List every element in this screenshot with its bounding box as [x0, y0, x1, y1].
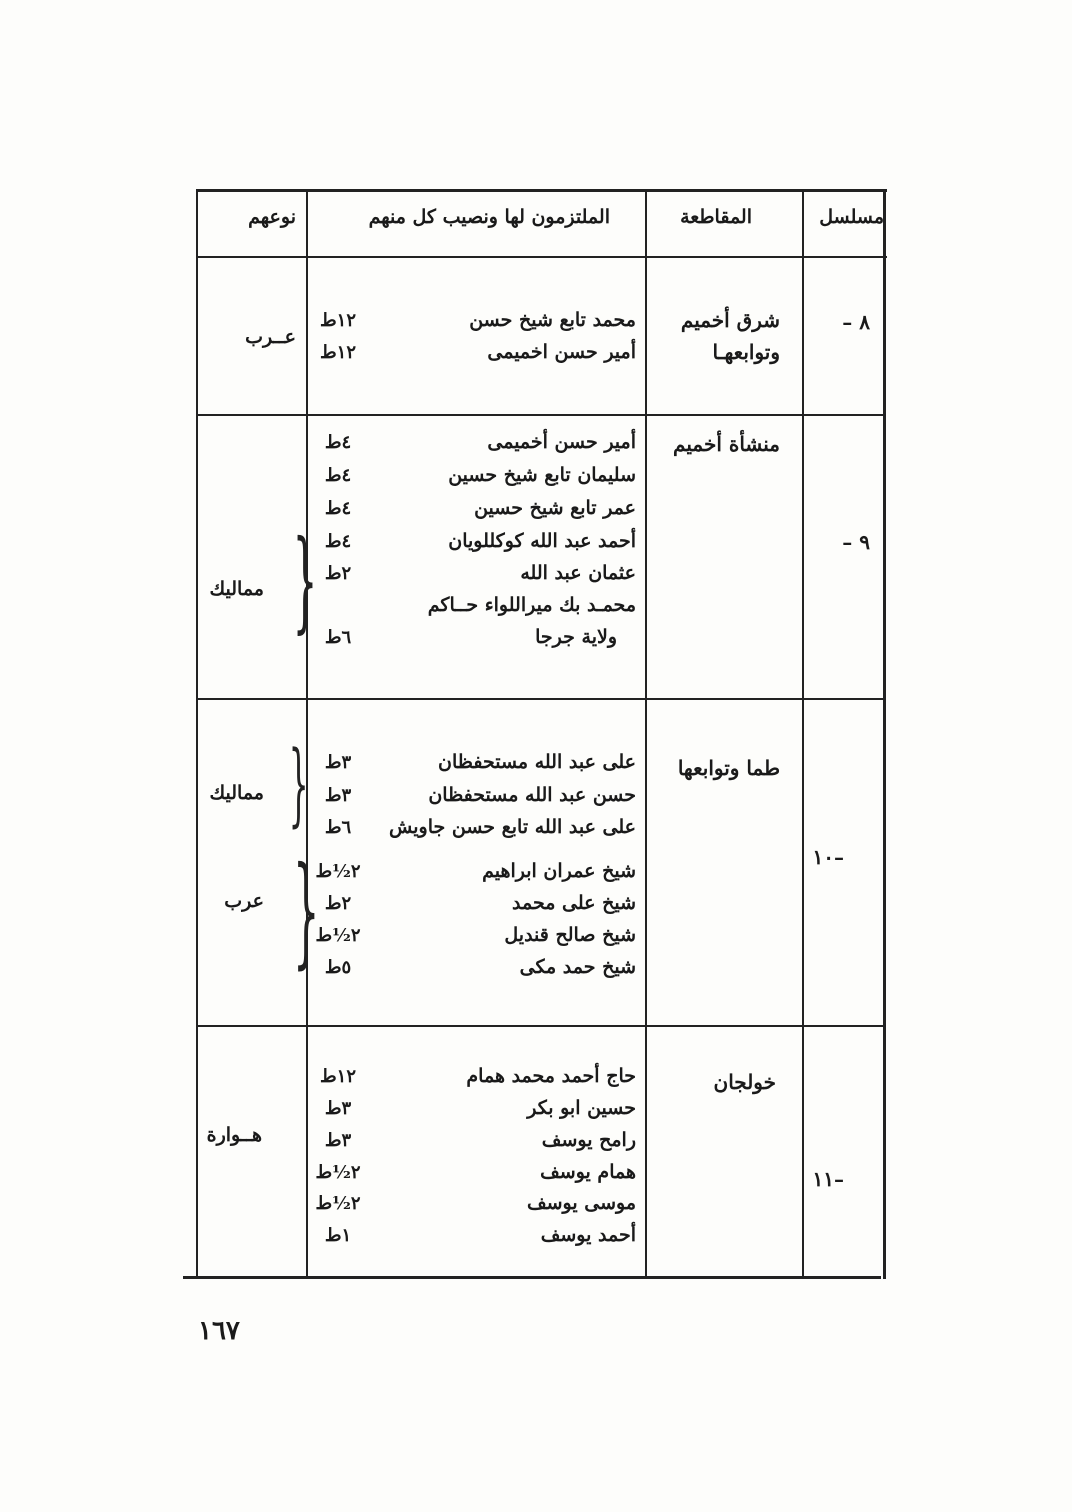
holder-share: ٣ط — [324, 1098, 352, 1119]
row-district-line: شرق أخميم — [680, 308, 780, 332]
row-serial: ٨ – — [842, 310, 870, 334]
holder-share: ٣ط — [324, 785, 352, 806]
holder-name: سليمان تابع شيخ حسين — [448, 464, 636, 486]
holder-name: رامح يوسف — [541, 1129, 636, 1151]
holder-name: على عبد الله مستحفظان — [438, 751, 636, 773]
holder-share: ٦ط — [324, 817, 352, 838]
holder-share: ٢ط — [324, 893, 352, 914]
holder-share: ١٢ط — [320, 342, 356, 363]
column-divider-serial — [802, 189, 804, 1279]
table-border-right — [883, 189, 886, 1279]
holder-share: ١٢ط — [320, 310, 356, 331]
holder-name: على عبد الله تابع حسن جاويش — [389, 816, 636, 838]
holder-name: أمير حسن اخميمى — [487, 341, 636, 363]
holder-name: همام يوسف — [540, 1161, 636, 1183]
holder-share: ١٢ط — [320, 1066, 356, 1087]
grouping-brace: } — [288, 732, 309, 837]
row-district-line: طما وتوابعها — [677, 756, 780, 780]
holder-name: شيخ عمران ابراهيم — [482, 860, 636, 882]
holder-name: أحمد يوسف — [540, 1224, 636, 1246]
holder-share: ٢½ط — [315, 1193, 361, 1214]
holder-share: ٣ط — [324, 752, 352, 773]
grouping-brace: } — [292, 842, 320, 981]
holder-name: ولاية جرجا — [535, 626, 617, 648]
table-border-bottom — [183, 1276, 881, 1279]
row-divider — [197, 414, 883, 416]
header-type: نوعهم — [248, 206, 296, 228]
holder-name: عثمان عبد الله — [520, 562, 636, 584]
holder-share: ٤ط — [324, 465, 352, 486]
holder-name: محمـد بك ميراللواء حــاكم — [427, 594, 636, 616]
holder-share: ٤ط — [324, 531, 352, 552]
holder-name: حسن عبد الله مستحفظان — [428, 784, 636, 806]
holder-share: ٥ط — [324, 957, 352, 978]
column-divider-district — [645, 189, 647, 1279]
holder-name: عمر تابع شيخ حسين — [474, 497, 636, 519]
holder-type: عــرب — [245, 326, 296, 348]
holder-type: عرب — [224, 890, 264, 912]
holder-share: ١ط — [324, 1225, 352, 1246]
holder-name: شيخ على محمد — [511, 892, 636, 914]
row-divider — [197, 1025, 883, 1027]
holder-type: هــوارة — [206, 1124, 262, 1146]
holder-name: شيخ حمد مكى — [519, 956, 636, 978]
grouping-brace: } — [292, 516, 318, 644]
table-border-top — [197, 189, 887, 192]
row-serial: –١١ — [812, 1167, 844, 1191]
header-holders: الملتزمون لها ونصيب كل منهم — [368, 206, 610, 228]
holder-type: مماليك — [209, 578, 264, 600]
holder-name: أمير حسن أخميمى — [487, 431, 636, 453]
holder-share: ٦ط — [324, 627, 352, 648]
holder-share: ٢½ط — [315, 861, 361, 882]
row-serial: –١٠ — [812, 845, 844, 869]
table-border-left — [196, 189, 198, 1279]
holder-share: ٢½ط — [315, 925, 361, 946]
row-district-line: منشأة أخميم — [673, 432, 780, 456]
holder-name: شيخ صالح قنديل — [504, 924, 636, 946]
holder-name: أحمد عبد الله كوكللويان — [448, 530, 636, 552]
header-divider — [197, 256, 887, 258]
holder-name: حسين ابو بكر — [527, 1097, 636, 1119]
holder-share: ٢½ط — [315, 1162, 361, 1183]
holder-share: ٣ط — [324, 1130, 352, 1151]
header-serial: مسلسل — [819, 206, 884, 228]
holder-name: محمد تابع شيخ حسن — [469, 309, 636, 331]
holder-share: ٤ط — [324, 498, 352, 519]
header-district: المقاطعة — [680, 206, 752, 228]
row-district-line: وتوابعهـا — [712, 340, 780, 364]
row-serial: ٩ – — [842, 530, 870, 554]
holder-name: حاج أحمد محمد همام — [466, 1065, 636, 1087]
holder-share: ٢ط — [324, 563, 352, 584]
holder-name: موسى يوسف — [526, 1192, 636, 1214]
row-divider — [197, 698, 883, 700]
page-number: ١٦٧ — [198, 1316, 240, 1346]
row-district-line: خولجان — [713, 1070, 776, 1094]
holder-share: ٤ط — [324, 432, 352, 453]
holder-type: مماليك — [209, 782, 264, 804]
